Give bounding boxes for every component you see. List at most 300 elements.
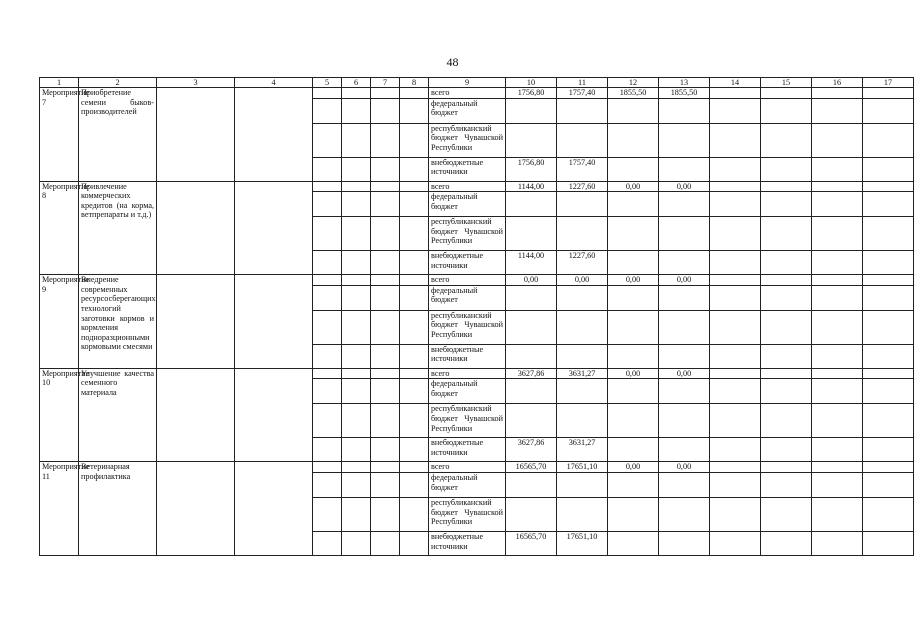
- amount-cell: [506, 192, 557, 217]
- empty-cell: [710, 251, 761, 275]
- empty-cell: [313, 251, 342, 275]
- empty-cell: [235, 181, 313, 275]
- amount-cell: 1855,50: [659, 88, 710, 99]
- empty-cell: [761, 497, 812, 531]
- amount-cell: 1756,80: [506, 88, 557, 99]
- empty-cell: [400, 181, 429, 192]
- amount-cell: [659, 310, 710, 344]
- empty-cell: [400, 438, 429, 462]
- empty-cell: [812, 275, 863, 286]
- empty-cell: [710, 98, 761, 123]
- empty-cell: [710, 192, 761, 217]
- column-number: 11: [557, 78, 608, 88]
- column-number: 8: [400, 78, 429, 88]
- budget-table: [39, 77, 914, 556]
- empty-cell: [812, 497, 863, 531]
- empty-cell: [812, 181, 863, 192]
- amount-cell: [608, 123, 659, 157]
- empty-cell: [371, 438, 400, 462]
- empty-cell: [371, 181, 400, 192]
- empty-cell: [400, 531, 429, 555]
- column-number: 13: [659, 78, 710, 88]
- empty-cell: [313, 462, 342, 473]
- empty-cell: [313, 181, 342, 192]
- empty-cell: [313, 285, 342, 310]
- event-title: Приобретение семени быков-производителей: [79, 88, 157, 182]
- empty-cell: [342, 98, 371, 123]
- column-number: 9: [429, 78, 506, 88]
- empty-cell: [371, 404, 400, 438]
- empty-cell: [761, 88, 812, 99]
- empty-cell: [313, 157, 342, 181]
- amount-cell: [659, 157, 710, 181]
- empty-cell: [342, 217, 371, 251]
- empty-cell: [761, 462, 812, 473]
- empty-cell: [313, 531, 342, 555]
- empty-cell: [812, 217, 863, 251]
- empty-cell: [400, 462, 429, 473]
- column-number: 5: [313, 78, 342, 88]
- amount-cell: 0,00: [659, 181, 710, 192]
- table-row: [40, 88, 914, 99]
- empty-cell: [863, 123, 914, 157]
- amount-cell: [608, 472, 659, 497]
- funding-source: федеральный бюджет: [429, 379, 506, 404]
- amount-cell: [557, 497, 608, 531]
- empty-cell: [863, 98, 914, 123]
- empty-cell: [157, 181, 235, 275]
- amount-cell: [659, 531, 710, 555]
- empty-cell: [400, 251, 429, 275]
- empty-cell: [313, 379, 342, 404]
- funding-source: республиканский бюджет Чувашской Республики: [429, 217, 506, 251]
- amount-cell: [659, 251, 710, 275]
- empty-cell: [761, 472, 812, 497]
- empty-cell: [235, 275, 313, 369]
- empty-cell: [400, 157, 429, 181]
- empty-cell: [863, 438, 914, 462]
- column-number: 7: [371, 78, 400, 88]
- funding-source: всего: [429, 275, 506, 286]
- amount-cell: [659, 472, 710, 497]
- empty-cell: [863, 531, 914, 555]
- amount-cell: [557, 123, 608, 157]
- amount-cell: [557, 285, 608, 310]
- empty-cell: [761, 404, 812, 438]
- empty-cell: [710, 275, 761, 286]
- empty-cell: [863, 157, 914, 181]
- funding-source: внебюджетные источники: [429, 157, 506, 181]
- empty-cell: [710, 462, 761, 473]
- amount-cell: 3627,86: [506, 368, 557, 379]
- amount-cell: 0,00: [506, 275, 557, 286]
- funding-source: республиканский бюджет Чувашской Республики: [429, 310, 506, 344]
- empty-cell: [761, 217, 812, 251]
- empty-cell: [342, 438, 371, 462]
- empty-cell: [863, 285, 914, 310]
- amount-cell: [659, 217, 710, 251]
- empty-cell: [342, 379, 371, 404]
- empty-cell: [342, 462, 371, 473]
- empty-cell: [400, 472, 429, 497]
- empty-cell: [863, 192, 914, 217]
- empty-cell: [235, 462, 313, 556]
- empty-cell: [812, 404, 863, 438]
- amount-cell: [557, 379, 608, 404]
- empty-cell: [342, 157, 371, 181]
- empty-cell: [400, 497, 429, 531]
- empty-cell: [812, 310, 863, 344]
- funding-source: всего: [429, 368, 506, 379]
- empty-cell: [812, 123, 863, 157]
- empty-cell: [761, 98, 812, 123]
- amount-cell: [659, 404, 710, 438]
- amount-cell: 3627,86: [506, 438, 557, 462]
- empty-cell: [342, 181, 371, 192]
- table-row: [40, 368, 914, 379]
- empty-cell: [400, 98, 429, 123]
- empty-cell: [235, 88, 313, 182]
- amount-cell: 3631,27: [557, 438, 608, 462]
- empty-cell: [761, 251, 812, 275]
- empty-cell: [371, 275, 400, 286]
- column-number: 6: [342, 78, 371, 88]
- empty-cell: [863, 462, 914, 473]
- empty-cell: [812, 157, 863, 181]
- empty-cell: [342, 310, 371, 344]
- funding-source: республиканский бюджет Чувашской Республики: [429, 497, 506, 531]
- funding-source: федеральный бюджет: [429, 472, 506, 497]
- column-number: 14: [710, 78, 761, 88]
- empty-cell: [400, 123, 429, 157]
- empty-cell: [761, 275, 812, 286]
- empty-cell: [400, 285, 429, 310]
- amount-cell: 0,00: [608, 275, 659, 286]
- empty-cell: [863, 251, 914, 275]
- empty-cell: [342, 344, 371, 368]
- empty-cell: [812, 98, 863, 123]
- amount-cell: 16565,70: [506, 462, 557, 473]
- empty-cell: [371, 310, 400, 344]
- empty-cell: [342, 497, 371, 531]
- amount-cell: [506, 404, 557, 438]
- empty-cell: [710, 217, 761, 251]
- amount-cell: [506, 217, 557, 251]
- empty-cell: [710, 379, 761, 404]
- column-number: 16: [812, 78, 863, 88]
- amount-cell: [557, 310, 608, 344]
- funding-source: внебюджетные источники: [429, 438, 506, 462]
- amount-cell: 1756,80: [506, 157, 557, 181]
- empty-cell: [761, 310, 812, 344]
- empty-cell: [371, 472, 400, 497]
- empty-cell: [313, 497, 342, 531]
- empty-cell: [761, 438, 812, 462]
- empty-cell: [342, 531, 371, 555]
- amount-cell: [608, 404, 659, 438]
- empty-cell: [342, 368, 371, 379]
- funding-source: внебюджетные источники: [429, 251, 506, 275]
- amount-cell: [506, 497, 557, 531]
- amount-cell: [506, 98, 557, 123]
- amount-cell: 3631,27: [557, 368, 608, 379]
- amount-cell: [608, 379, 659, 404]
- empty-cell: [313, 344, 342, 368]
- empty-cell: [400, 310, 429, 344]
- empty-cell: [400, 379, 429, 404]
- empty-cell: [812, 344, 863, 368]
- amount-cell: [659, 285, 710, 310]
- empty-cell: [761, 123, 812, 157]
- empty-cell: [371, 192, 400, 217]
- amount-cell: [608, 310, 659, 344]
- empty-cell: [812, 285, 863, 310]
- empty-cell: [710, 404, 761, 438]
- empty-cell: [761, 531, 812, 555]
- empty-cell: [235, 368, 313, 462]
- amount-cell: 1757,40: [557, 157, 608, 181]
- amount-cell: [659, 438, 710, 462]
- empty-cell: [710, 181, 761, 192]
- empty-cell: [313, 123, 342, 157]
- funding-source: всего: [429, 88, 506, 99]
- column-number-row: [40, 78, 914, 88]
- amount-cell: 17651,10: [557, 462, 608, 473]
- empty-cell: [812, 531, 863, 555]
- amount-cell: [659, 123, 710, 157]
- event-code: Мероприятие 11: [40, 462, 79, 556]
- empty-cell: [710, 344, 761, 368]
- amount-cell: 0,00: [557, 275, 608, 286]
- amount-cell: [608, 217, 659, 251]
- empty-cell: [761, 192, 812, 217]
- event-title: Привлечение коммерческих кредитов (на корма, ветпрепараты и т.д.): [79, 181, 157, 275]
- empty-cell: [812, 462, 863, 473]
- amount-cell: [608, 157, 659, 181]
- empty-cell: [342, 404, 371, 438]
- empty-cell: [313, 368, 342, 379]
- empty-cell: [313, 98, 342, 123]
- column-number: 15: [761, 78, 812, 88]
- empty-cell: [400, 344, 429, 368]
- amount-cell: [659, 344, 710, 368]
- empty-cell: [157, 88, 235, 182]
- table-row: [40, 275, 914, 286]
- empty-cell: [371, 157, 400, 181]
- empty-cell: [400, 368, 429, 379]
- empty-cell: [342, 285, 371, 310]
- amount-cell: 1144,00: [506, 181, 557, 192]
- empty-cell: [371, 379, 400, 404]
- empty-cell: [371, 98, 400, 123]
- empty-cell: [710, 157, 761, 181]
- event-title: Ветеринарная профилактика: [79, 462, 157, 556]
- amount-cell: [608, 497, 659, 531]
- amount-cell: 1227,60: [557, 251, 608, 275]
- empty-cell: [710, 123, 761, 157]
- amount-cell: [506, 472, 557, 497]
- empty-cell: [342, 192, 371, 217]
- empty-cell: [371, 88, 400, 99]
- amount-cell: 16565,70: [506, 531, 557, 555]
- amount-cell: [506, 310, 557, 344]
- empty-cell: [371, 217, 400, 251]
- empty-cell: [371, 285, 400, 310]
- empty-cell: [812, 472, 863, 497]
- amount-cell: [608, 98, 659, 123]
- funding-source: внебюджетные источники: [429, 531, 506, 555]
- empty-cell: [313, 438, 342, 462]
- empty-cell: [400, 404, 429, 438]
- empty-cell: [863, 368, 914, 379]
- event-title: Внедрение современных ресурсосберегающих технологий заготовки кормов и кормления подноразционными кормовыми смесями: [79, 275, 157, 369]
- amount-cell: 0,00: [659, 275, 710, 286]
- empty-cell: [812, 379, 863, 404]
- column-number: 1: [40, 78, 79, 88]
- amount-cell: [506, 285, 557, 310]
- empty-cell: [371, 531, 400, 555]
- empty-cell: [761, 181, 812, 192]
- amount-cell: 1144,00: [506, 251, 557, 275]
- empty-cell: [400, 217, 429, 251]
- funding-source: республиканский бюджет Чувашской Республики: [429, 404, 506, 438]
- empty-cell: [710, 310, 761, 344]
- amount-cell: [608, 285, 659, 310]
- column-number: 4: [235, 78, 313, 88]
- empty-cell: [863, 88, 914, 99]
- amount-cell: [557, 472, 608, 497]
- empty-cell: [157, 368, 235, 462]
- amount-cell: 0,00: [659, 462, 710, 473]
- amount-cell: [608, 251, 659, 275]
- empty-cell: [342, 251, 371, 275]
- empty-cell: [313, 217, 342, 251]
- empty-cell: [863, 497, 914, 531]
- empty-cell: [863, 344, 914, 368]
- amount-cell: 0,00: [608, 181, 659, 192]
- empty-cell: [761, 379, 812, 404]
- amount-cell: [557, 344, 608, 368]
- amount-cell: [557, 404, 608, 438]
- column-number: 10: [506, 78, 557, 88]
- amount-cell: [557, 217, 608, 251]
- empty-cell: [371, 368, 400, 379]
- empty-cell: [863, 379, 914, 404]
- amount-cell: [659, 497, 710, 531]
- amount-cell: 0,00: [608, 462, 659, 473]
- amount-cell: 0,00: [659, 368, 710, 379]
- empty-cell: [710, 88, 761, 99]
- empty-cell: [313, 192, 342, 217]
- event-code: Мероприятие 9: [40, 275, 79, 369]
- empty-cell: [710, 438, 761, 462]
- column-number: 3: [157, 78, 235, 88]
- empty-cell: [812, 88, 863, 99]
- funding-source: всего: [429, 181, 506, 192]
- amount-cell: [659, 192, 710, 217]
- column-number: 12: [608, 78, 659, 88]
- empty-cell: [710, 285, 761, 310]
- empty-cell: [400, 275, 429, 286]
- amount-cell: [608, 344, 659, 368]
- empty-cell: [371, 251, 400, 275]
- amount-cell: [608, 531, 659, 555]
- event-code: Мероприятие 7: [40, 88, 79, 182]
- empty-cell: [371, 497, 400, 531]
- amount-cell: [506, 379, 557, 404]
- empty-cell: [761, 368, 812, 379]
- amount-cell: [608, 192, 659, 217]
- empty-cell: [863, 217, 914, 251]
- empty-cell: [400, 88, 429, 99]
- empty-cell: [342, 88, 371, 99]
- empty-cell: [313, 404, 342, 438]
- empty-cell: [400, 192, 429, 217]
- event-title: Улучшение качества семенного материала: [79, 368, 157, 462]
- amount-cell: 1227,60: [557, 181, 608, 192]
- empty-cell: [710, 368, 761, 379]
- funding-source: федеральный бюджет: [429, 98, 506, 123]
- empty-cell: [157, 275, 235, 369]
- empty-cell: [313, 310, 342, 344]
- funding-source: федеральный бюджет: [429, 285, 506, 310]
- empty-cell: [157, 462, 235, 556]
- amount-cell: [608, 438, 659, 462]
- funding-source: республиканский бюджет Чувашской Республики: [429, 123, 506, 157]
- amount-cell: 1855,50: [608, 88, 659, 99]
- empty-cell: [710, 531, 761, 555]
- empty-cell: [863, 310, 914, 344]
- amount-cell: [557, 98, 608, 123]
- table-row: [40, 181, 914, 192]
- page-number: 48: [446, 55, 459, 69]
- table-row: [40, 462, 914, 473]
- empty-cell: [761, 285, 812, 310]
- amount-cell: [506, 123, 557, 157]
- empty-cell: [371, 123, 400, 157]
- empty-cell: [812, 438, 863, 462]
- empty-cell: [863, 181, 914, 192]
- amount-cell: 0,00: [608, 368, 659, 379]
- column-number: 17: [863, 78, 914, 88]
- empty-cell: [371, 344, 400, 368]
- empty-cell: [863, 275, 914, 286]
- event-code: Мероприятие 10: [40, 368, 79, 462]
- funding-source: федеральный бюджет: [429, 192, 506, 217]
- empty-cell: [812, 368, 863, 379]
- amount-cell: 17651,10: [557, 531, 608, 555]
- empty-cell: [812, 192, 863, 217]
- amount-cell: [557, 192, 608, 217]
- amount-cell: [506, 344, 557, 368]
- empty-cell: [342, 275, 371, 286]
- empty-cell: [313, 88, 342, 99]
- column-number: 2: [79, 78, 157, 88]
- amount-cell: [659, 379, 710, 404]
- empty-cell: [371, 462, 400, 473]
- empty-cell: [342, 123, 371, 157]
- empty-cell: [812, 251, 863, 275]
- funding-source: внебюджетные источники: [429, 344, 506, 368]
- empty-cell: [863, 472, 914, 497]
- amount-cell: [659, 98, 710, 123]
- funding-source: всего: [429, 462, 506, 473]
- empty-cell: [342, 472, 371, 497]
- empty-cell: [710, 472, 761, 497]
- empty-cell: [313, 275, 342, 286]
- event-code: Мероприятие 8: [40, 181, 79, 275]
- empty-cell: [710, 497, 761, 531]
